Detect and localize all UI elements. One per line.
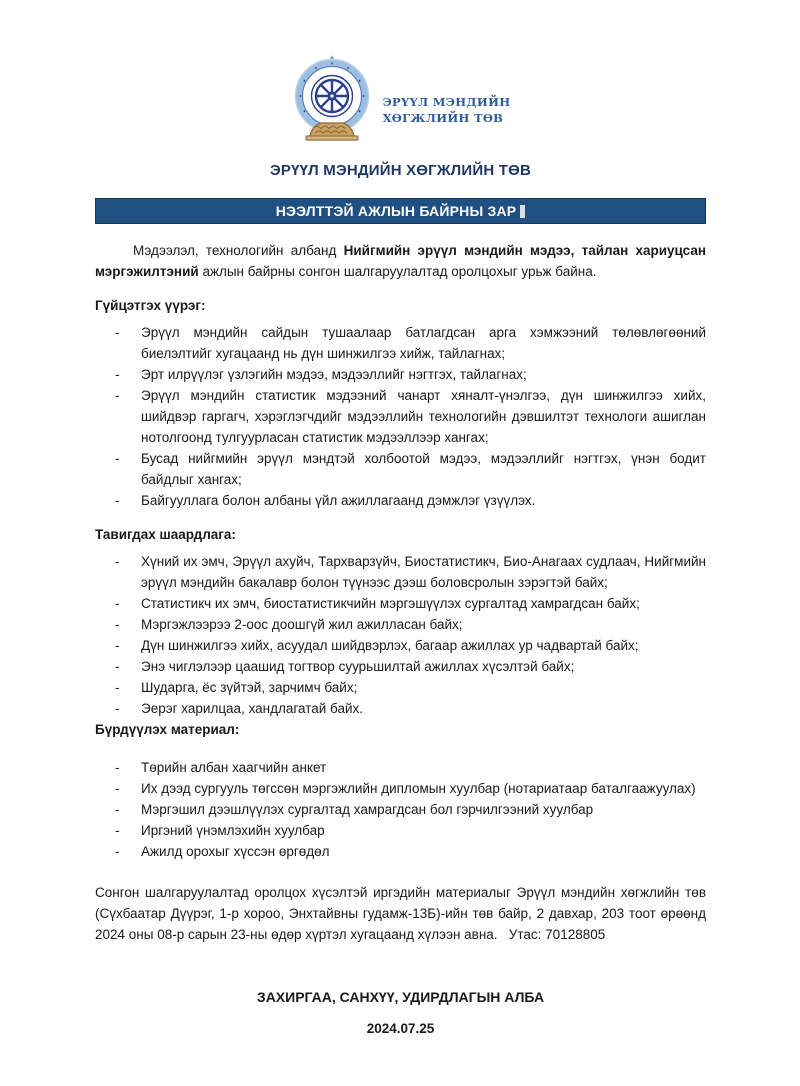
bullet-text: Энэ чиглэлээр цаашид тогтвор суурьшилтай ажиллах хүсэлтэй байх; xyxy=(141,659,575,674)
bullet-dash: - xyxy=(115,781,120,796)
bullet-dash: - xyxy=(115,638,120,653)
section-heading: Гүйцэтгэх үүрэг: xyxy=(95,298,206,313)
bullet-item xyxy=(115,841,706,862)
bullet-item xyxy=(115,656,706,677)
bullet-dash: - xyxy=(115,659,120,674)
bullet-dash: - xyxy=(115,701,120,716)
bullet-item xyxy=(115,757,706,778)
bullet-list xyxy=(115,322,706,511)
footer-department: ЗАХИРГАА, САНХҮҮ, УДИРДЛАГЫН АЛБА xyxy=(256,989,545,1005)
intro-text-suffix: ажлын байрны сонгон шалгаруулалтад оролцохыг урьж байна. xyxy=(198,264,597,279)
bullet-item xyxy=(115,551,706,593)
bullet-item xyxy=(115,614,706,635)
bullet-list xyxy=(115,757,706,862)
bullet-text: Иргэний үнэмлэхийн хуулбар xyxy=(141,823,325,838)
bullet-dash: - xyxy=(115,844,120,859)
section-heading: Бүрдүүлэх материал: xyxy=(95,722,240,737)
bullet-item xyxy=(115,799,706,820)
bullet-item xyxy=(115,364,706,385)
bullet-item xyxy=(115,322,706,364)
logo-wordmark xyxy=(383,95,511,126)
footer-date: 2024.07.25 xyxy=(366,1021,435,1036)
bullet-text: Мэргэшил дээшлүүлэх сургалтад хамрагдсан бол гэрчилгээний хуулбар xyxy=(141,802,594,817)
bullet-text: Эерэг харилцаа, хандлагатай байх. xyxy=(141,701,364,716)
bullet-item xyxy=(115,448,706,490)
bullet-text: Дүн шинжилгээ хийх, асуудал шийдвэрлэх, багаар ажиллах ур чадвартай байх; xyxy=(141,638,639,653)
bullet-item xyxy=(115,593,706,614)
intro-paragraph xyxy=(95,240,706,282)
org-logo xyxy=(95,54,706,142)
bullet-text: Шударга, ёс зүйтэй, зарчимч байх; xyxy=(141,680,358,695)
health-center-emblem-icon xyxy=(291,54,373,142)
banner-title-bar xyxy=(95,198,706,224)
bullet-text: Статистикч их эмч, биостатистикчийн мэргэшүүлэх сургалтад хамрагдсан байх; xyxy=(141,596,640,611)
document-section xyxy=(95,296,706,511)
bullet-dash: - xyxy=(115,367,120,382)
bullet-item xyxy=(115,490,706,511)
org-title: ЭРҮҮЛ МЭНДИЙН ХӨГЖЛИЙН ТӨВ xyxy=(270,162,531,179)
bullet-text: Ажилд орохыг хүссэн өргөдөл xyxy=(141,844,330,859)
bullet-item xyxy=(115,698,706,719)
bullet-text: Их дээд сургууль төгссөн мэргэжлийн дипломын хуулбар (нотариатаар баталгаажуулах) xyxy=(141,781,696,796)
intro-text-bold: Нийгмийн эрүүл мэндийн мэдээ, тайлан хариуцсан мэргэжилтэний xyxy=(95,243,707,279)
text-cursor-artifact xyxy=(520,205,525,218)
bullet-dash: - xyxy=(115,325,120,340)
bullet-item xyxy=(115,820,706,841)
bullet-text: Бусад нийгмийн эрүүл мэндтэй холбоотой мэдээ, мэдээллийг нэгтгэх, үнэн бодит байдлыг хангах; xyxy=(141,451,706,487)
bullet-text: Эрүүл мэндийн статистик мэдээний чанарт хяналт-үнэлгээ, дүн шинжилгээ хийх, шийдвэр гаргагч, хэрэглэгчдийг мэдээллийн технологийн дэвшилтэт технологи ашиглан нотолгоонд тулгуурласан статистик мэдээллээр хангах; xyxy=(141,388,706,445)
bullet-item xyxy=(115,635,706,656)
bullet-dash: - xyxy=(115,802,120,817)
closing-paragraph: Сонгон шалгаруулалтад оролцох хүсэлтэй иргэдийн материалыг Эрүүл мэндийн хөгжлийн төв (Сүхбаатар Дүүрэг, 1-р хороо, Энхтайвны гудамж-13Б)-ийн төв байр, 2 давхар, 203 тоот өрөөнд 2024 оны 08-р сарын 23-ны өдөр хүртэл хугацаанд хүлээн авна. Утас: 70128805 xyxy=(95,885,706,942)
bullet-dash: - xyxy=(115,680,120,695)
bullet-text: Мэргэжлээрээ 2-оос доошгүй жил ажилласан байх; xyxy=(141,617,463,632)
bullet-dash: - xyxy=(115,493,120,508)
bullet-item xyxy=(115,778,706,799)
bullet-dash: - xyxy=(115,823,120,838)
bullet-dash: - xyxy=(115,554,120,569)
banner-title-label: НЭЭЛТТЭЙ АЖЛЫН БАЙРНЫ ЗАР xyxy=(275,203,517,219)
section-heading: Тавигдах шаардлага: xyxy=(95,527,236,542)
bullet-item xyxy=(115,677,706,698)
document-section xyxy=(95,525,706,719)
bullet-item xyxy=(115,385,706,448)
sections-container xyxy=(95,296,706,862)
bullet-text: Байгууллага болон албаны үйл ажиллагаанд дэмжлэг үзүүлэх. xyxy=(141,493,536,508)
bullet-dash: - xyxy=(115,760,120,775)
bullet-text: Төрийн албан хаагчийн анкет xyxy=(141,760,327,775)
intro-text-prefix: Мэдээлэл, технологийн албанд xyxy=(133,243,344,258)
document-section xyxy=(95,720,706,862)
logo-line-2: ХӨГЖЛИЙН ТӨВ xyxy=(382,111,504,125)
document-footer xyxy=(95,989,706,1036)
bullet-text: Хүний их эмч, Эрүүл ахуйч, Тархварзүйч, Биостатистикч, Био-Анагаах судлаач, Нийгмийн эрүүл мэндийн бакалавр болон түүнээс дээш боловсролын зэрэгтэй байх; xyxy=(141,554,706,590)
bullet-dash: - xyxy=(115,451,120,466)
bullet-text: Эрт илрүүлэг үзлэгийн мэдээ, мэдээллийг нэгтгэх, тайлагнах; xyxy=(141,367,527,382)
bullet-text: Эрүүл мэндийн сайдын тушаалаар батлагдсан арга хэмжээний төлөвлөгөөний биелэлтийг хугацаанд нь дүн шинжилгээ хийж, тайлагнах; xyxy=(141,325,706,361)
bullet-dash: - xyxy=(115,596,120,611)
bullet-dash: - xyxy=(115,388,120,403)
logo-line-1: ЭРҮҮЛ МЭНДИЙН xyxy=(382,95,511,110)
bullet-list xyxy=(115,551,706,719)
bullet-dash: - xyxy=(115,617,120,632)
